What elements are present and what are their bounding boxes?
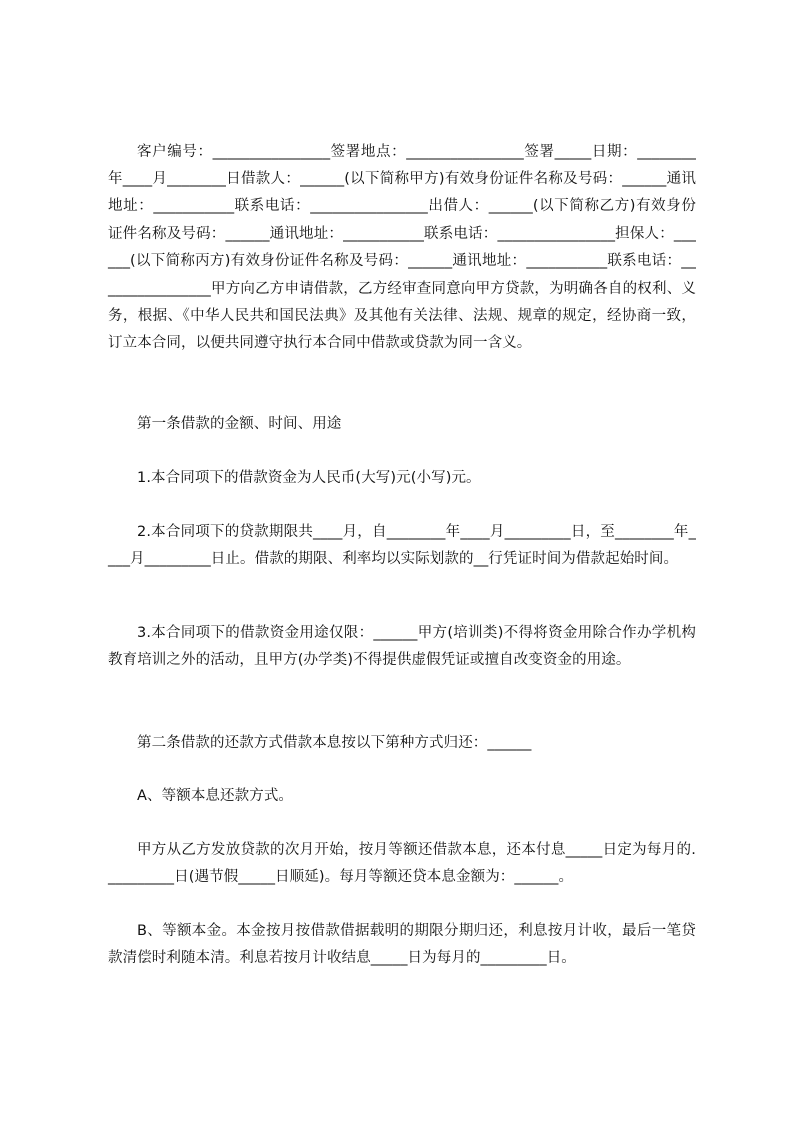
article-2-heading: 第二条借款的还款方式借款本息按以下第种方式归还：______: [137, 734, 532, 751]
method-a-heading: A、等额本息还款方式。: [137, 787, 294, 804]
clause-2-paragraph: 2.本合同项下的贷款期限共____月，自________年____月_________日，至________年____月_________日止。借款的期限、利率均以实际划款的__行凭证时间为借款起始时间。: [108, 523, 696, 567]
contract-intro-paragraph: 客户编号：________________签署地点：________________签署_____日期：________年____月________日借款人：______(以下简称甲方)有效身份证件名称及号码：______通讯地址：___________联系电话：________________出借人：______(以下简称乙方)有效身份证件名称及号码：______通讯地址：___________联系电话：________________担保人：______(以下简称丙方)有效身份证件名称及号码：______通讯地址：___________联系电话：________________甲方向乙方申请借款，乙方经审查同意向甲方贷款，为明确各自的权利、义务，根据、《中华人民共和国民法典》及其他有关法律、法规、规章的规定，经协商一致，订立本合同，以便共同遵守执行本合同中借款或贷款为同一含义。: [108, 143, 696, 352]
article-1-heading: 第一条借款的金额、时间、用途: [137, 415, 342, 432]
clause-3-paragraph: 3.本合同项下的借款资金用途仅限：______甲方(培训类)不得将资金用除合作办学机构教育培训之外的活动，且甲方(办学类)不得提供虚假凭证或擅自改变资金的用途。: [108, 624, 696, 668]
method-b-paragraph: B、等额本金。本金按月按借款借据载明的期限分期归还，利息按月计收，最后一笔贷款清偿时利随本清。利息若按月计收结息_____日为每月的_________日。: [108, 922, 696, 966]
method-a-body-paragraph: 甲方从乙方发放贷款的次月开始，按月等额还借款本息，还本付息_____日定为每月的._________日(遇节假_____日顺延)。每月等额还贷本息金额为：______。: [108, 841, 696, 885]
clause-1-paragraph: 1.本合同项下的借款资金为人民币(大写)元(小写)元。: [137, 469, 481, 486]
